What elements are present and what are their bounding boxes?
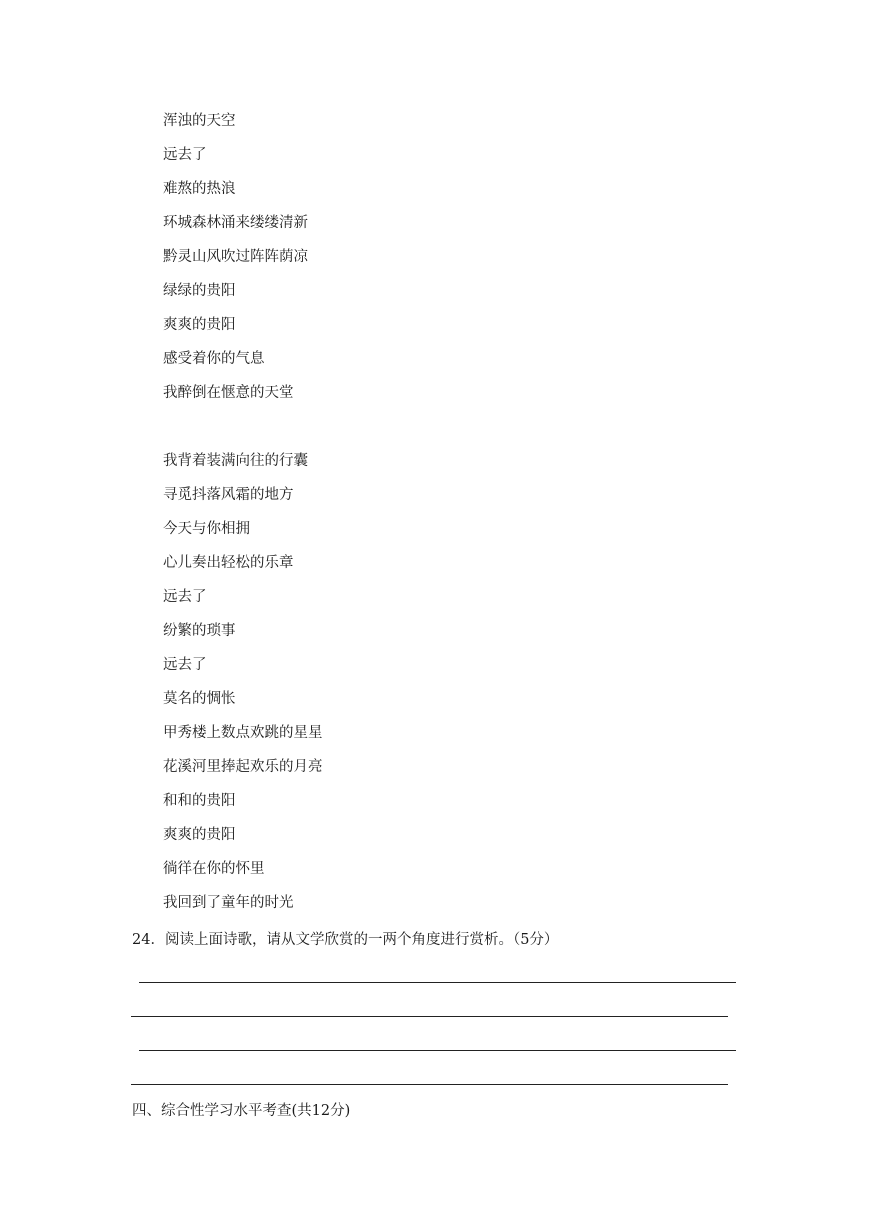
- section-heading: 四、综合性学习水平考查(共12分): [132, 1103, 351, 1119]
- answer-line-4[interactable]: [131, 1084, 728, 1085]
- answer-line-2[interactable]: [131, 1016, 728, 1017]
- poem: [163, 111, 323, 927]
- poem-line: 难熬的热浪: [163, 181, 236, 197]
- answer-line-1[interactable]: [139, 982, 736, 983]
- poem-line: 远去了: [163, 589, 207, 605]
- poem-line: 浑浊的天空: [163, 113, 236, 129]
- answer-line-3[interactable]: [139, 1050, 736, 1051]
- poem-line: 我醉倒在惬意的天堂: [163, 385, 294, 401]
- poem-line: 花溪河里捧起欢乐的月亮: [163, 759, 323, 775]
- poem-line: 今天与你相拥: [163, 521, 250, 537]
- poem-line: 黔灵山风吹过阵阵荫凉: [163, 249, 308, 265]
- poem-line: 甲秀楼上数点欢跳的星星: [163, 725, 323, 741]
- poem-line: 爽爽的贵阳: [163, 827, 236, 843]
- poem-line: 和和的贵阳: [163, 793, 236, 809]
- poem-line: 感受着你的气息: [163, 351, 265, 367]
- poem-stanza-2: [163, 451, 323, 927]
- poem-line: 纷繁的琐事: [163, 623, 236, 639]
- poem-line: 徜徉在你的怀里: [163, 861, 265, 877]
- poem-line: 莫名的惆怅: [163, 691, 236, 707]
- question-24: 24．阅读上面诗歌，请从文学欣赏的一两个角度进行赏析。（5分）: [132, 932, 559, 948]
- poem-line: 心儿奏出轻松的乐章: [163, 555, 294, 571]
- poem-line: 爽爽的贵阳: [163, 317, 236, 333]
- poem-line: 我回到了童年的时光: [163, 895, 294, 911]
- stanza-gap: [163, 417, 323, 451]
- poem-line: 远去了: [163, 657, 207, 673]
- poem-line: 我背着装满向往的行囊: [163, 453, 308, 469]
- poem-line: 环城森林涌来缕缕清新: [163, 215, 308, 231]
- poem-line: 寻觅抖落风霜的地方: [163, 487, 294, 503]
- poem-stanza-1: [163, 111, 323, 417]
- poem-line: 绿绿的贵阳: [163, 283, 236, 299]
- poem-line: 远去了: [163, 147, 207, 163]
